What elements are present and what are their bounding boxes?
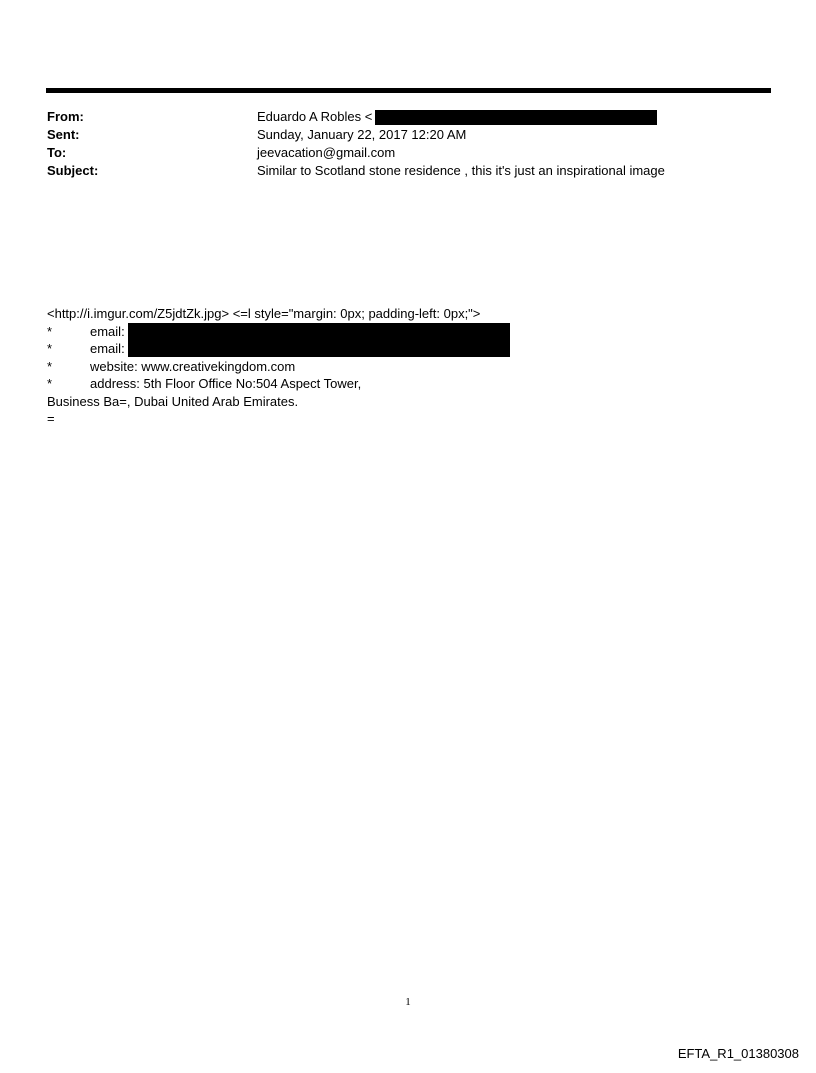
bullet-item xyxy=(47,340,767,358)
from-value xyxy=(257,108,767,126)
image-link-line: <http://i.imgur.com/Z5jdtZk.jpg> <=l style="margin: 0px; padding-left: 0px;"> xyxy=(47,306,481,321)
email-label: email: xyxy=(90,341,125,356)
page-number: 1 xyxy=(405,996,411,1008)
to-value: jeevacation@gmail.com xyxy=(257,145,396,160)
bullet-mark: * xyxy=(47,358,53,374)
bullet-mark: * xyxy=(47,376,53,391)
email-redaction xyxy=(128,323,510,340)
from-row xyxy=(47,108,767,126)
email-label: email: xyxy=(90,323,125,339)
subject-value: Similar to Scotland stone residence , this it's just an inspirational image xyxy=(257,163,665,178)
bullet-text xyxy=(90,340,510,358)
from-redaction xyxy=(375,110,657,125)
to-label: To: xyxy=(47,145,67,160)
bullet-item xyxy=(47,375,767,393)
bullet-item xyxy=(47,323,767,341)
subject-row xyxy=(47,162,767,180)
bullet-item xyxy=(47,358,767,376)
document-id: EFTA_R1_01380308 xyxy=(677,1046,799,1061)
from-label: From: xyxy=(47,109,84,124)
bullet-mark: * xyxy=(47,323,53,339)
from-sender: Eduardo A Robles < xyxy=(257,109,373,124)
to-row xyxy=(47,144,767,162)
website-text: website: www.creativekingdom.com xyxy=(90,358,296,374)
trailing-equals: = xyxy=(47,411,55,426)
sent-row xyxy=(47,126,767,144)
email-header xyxy=(47,108,767,180)
subject-label: Subject: xyxy=(47,163,99,178)
header-divider xyxy=(46,88,771,93)
bullet-text xyxy=(90,323,510,341)
email-redaction xyxy=(128,340,510,357)
address-text: address: 5th Floor Office No:504 Aspect Tower, xyxy=(90,376,362,391)
sent-label: Sent: xyxy=(47,127,80,142)
bullet-mark: * xyxy=(47,341,53,356)
address-continuation: Business Ba=, Dubai United Arab Emirates. xyxy=(47,393,299,409)
sent-value: Sunday, January 22, 2017 12:20 AM xyxy=(257,127,467,142)
email-body xyxy=(47,305,767,428)
